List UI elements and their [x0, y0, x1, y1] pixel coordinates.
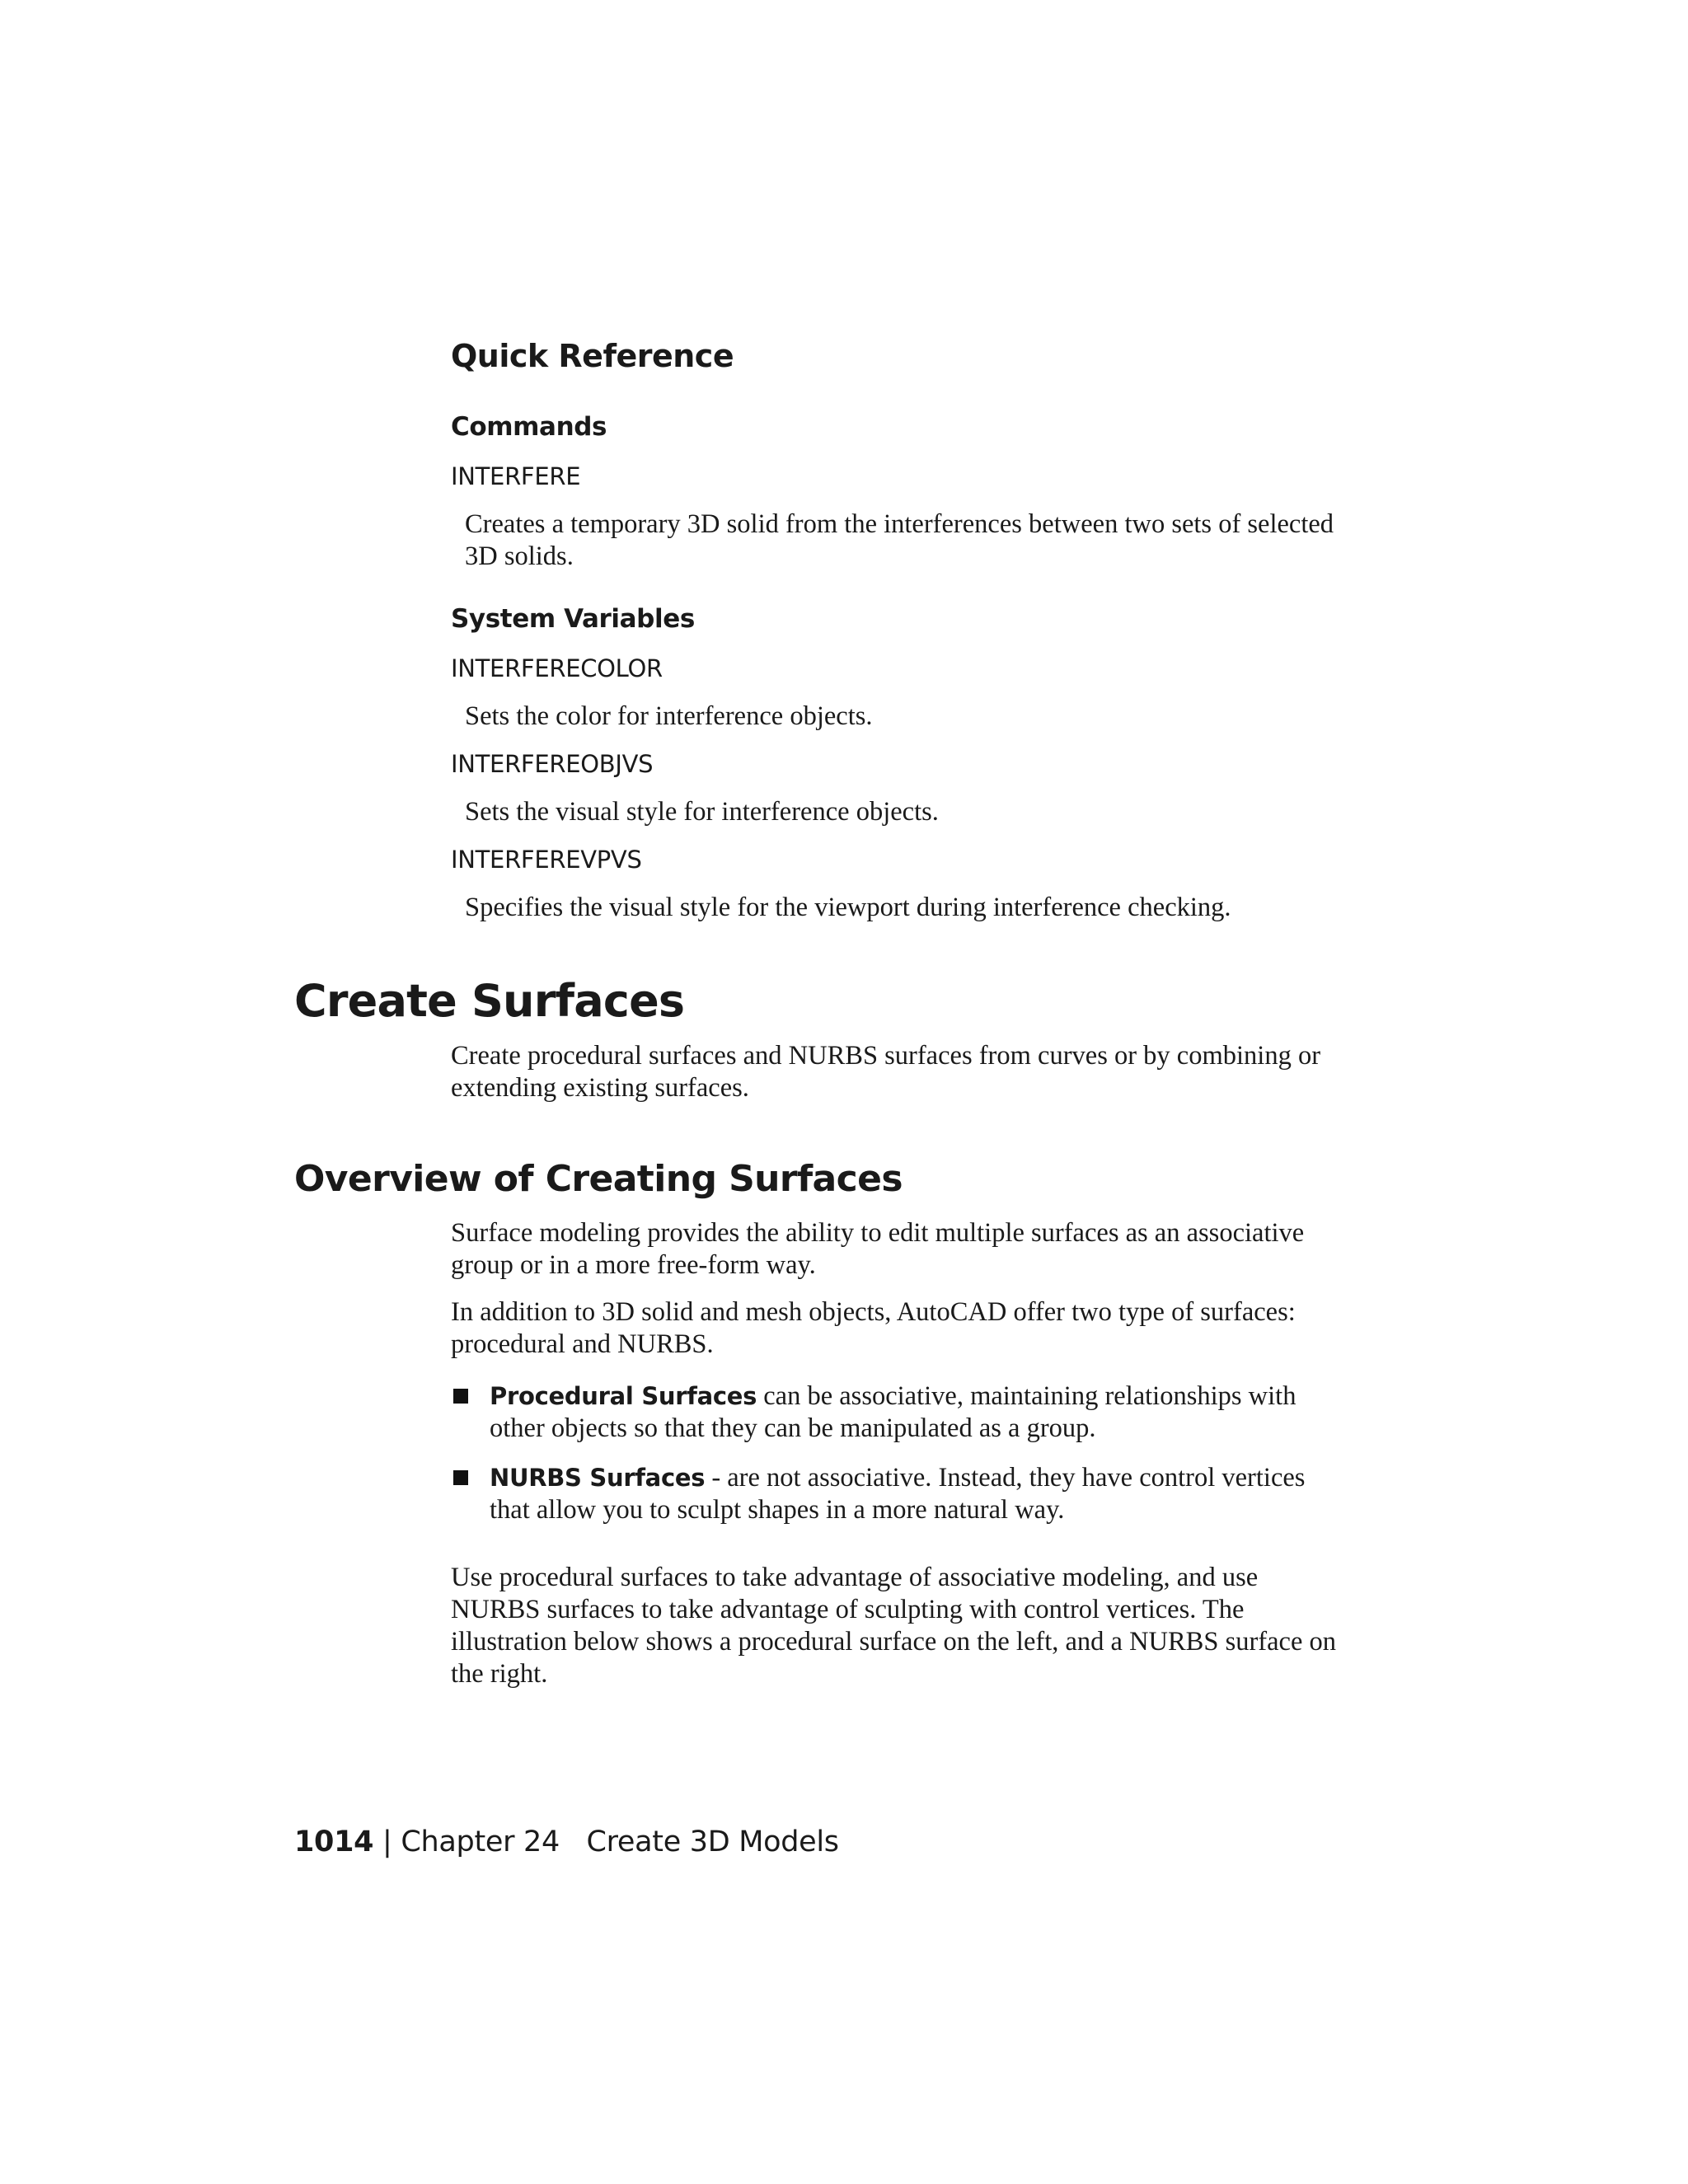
sysvar-description-interfereobjvs: Sets the visual style for interference objects. — [465, 797, 939, 827]
create-surfaces-intro: Create procedural surfaces and NURBS surfaces from curves or by combining or extending existing surfaces. — [451, 1041, 1321, 1103]
command-description-interfere: Creates a temporary 3D solid from the interferences between two sets of selected 3D solids. — [465, 509, 1334, 571]
command-term-interfere: INTERFERE — [451, 462, 581, 490]
overview-paragraph-1: Surface modeling provides the ability to edit multiple surfaces as an associative group or in a more free-form way. — [451, 1218, 1305, 1280]
overview-paragraph-3: Use procedural surfaces to take advantage of associative modeling, and use NURBS surfaces to take advantage of sculpting with control vertices. The illustration below shows a procedural surface on the left, and a NURBS surface on the right. — [451, 1563, 1337, 1689]
bullet-text — [490, 1380, 1349, 1445]
footer-gap — [560, 1825, 586, 1858]
overview-paragraph-2: In addition to 3D solid and mesh objects, AutoCAD offer two type of surfaces: procedural and NURBS. — [451, 1297, 1296, 1359]
sysvar-term-interferevpvs: INTERFEREVPVS — [451, 846, 642, 874]
create-surfaces-heading: Create Surfaces — [294, 975, 685, 1027]
sysvar-description-interferevpvs: Specifies the visual style for the viewport during interference checking. — [465, 893, 1231, 922]
system-variables-heading: System Variables — [451, 604, 695, 634]
page-number: 1014 — [294, 1825, 374, 1858]
quick-reference-heading: Quick Reference — [451, 338, 734, 374]
footer-separator: | — [373, 1825, 401, 1858]
bullet-square-icon — [453, 1389, 468, 1404]
footer-chapter: Chapter 24 — [401, 1825, 560, 1858]
page-footer — [294, 1825, 839, 1858]
list-item-procedural-surfaces — [451, 1380, 1349, 1445]
bullet-term: Procedural Surfaces — [490, 1382, 757, 1410]
bullet-square-icon — [453, 1470, 468, 1485]
bullet-description: - are not associative. Instead, they have control vertices that allow you to sculpt shapes in a more natural way. — [490, 1463, 1306, 1525]
bullet-text — [490, 1462, 1349, 1526]
bullet-description: can be associative, maintaining relationships with other objects so that they can be manipulated as a group. — [490, 1381, 1296, 1443]
footer-chapter-title: Create 3D Models — [586, 1825, 839, 1858]
overview-heading: Overview of Creating Surfaces — [294, 1158, 903, 1200]
bullet-term: NURBS Surfaces — [490, 1464, 706, 1492]
sysvar-term-interfereobjvs: INTERFEREOBJVS — [451, 750, 654, 778]
sysvar-description-interferecolor: Sets the color for interference objects. — [465, 701, 873, 731]
sysvar-term-interferecolor: INTERFERECOLOR — [451, 654, 663, 682]
commands-heading: Commands — [451, 412, 607, 442]
list-item-nurbs-surfaces — [451, 1462, 1349, 1526]
